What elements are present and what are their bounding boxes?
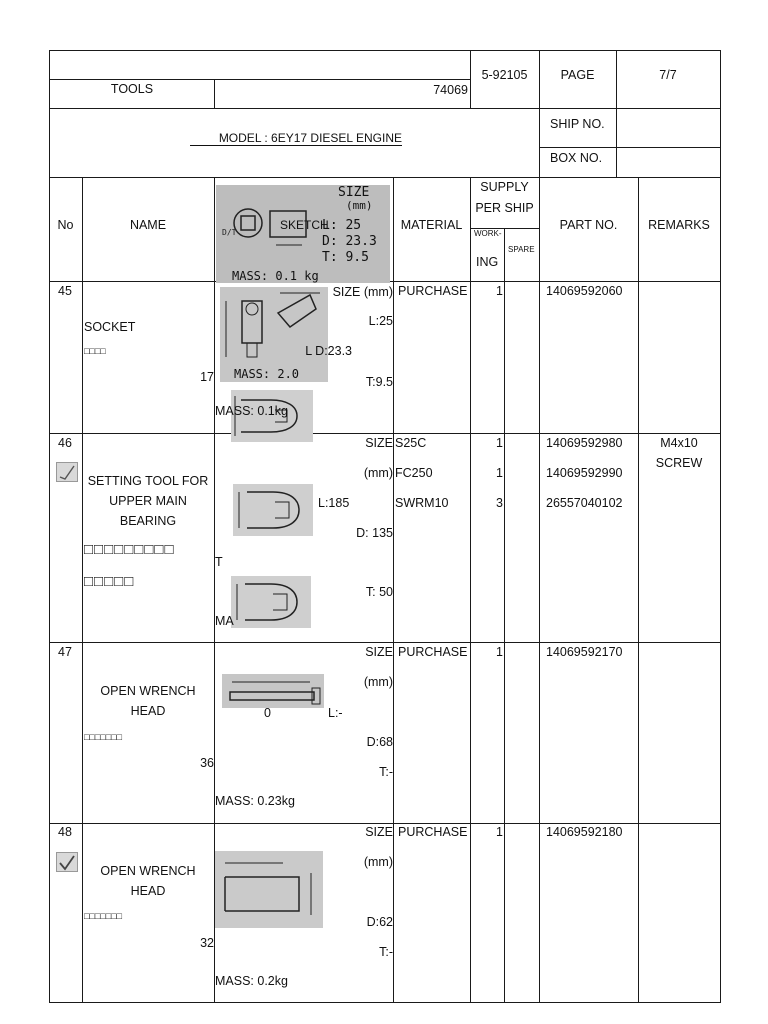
row-45-mass: MASS: 0.1kg (215, 404, 288, 418)
document-code: 5-92105 (481, 68, 528, 82)
col-remarks: REMARKS (648, 218, 710, 232)
row-45-dim-T: T:9.5 (365, 375, 393, 389)
row-45-image (220, 287, 328, 382)
rule (49, 1002, 720, 1003)
box-no-label: BOX NO. (550, 151, 603, 165)
row-46-name-jp-1: □□□□□□□□□ (84, 541, 175, 558)
row-46-image-1 (233, 484, 313, 536)
row-48-size-mm: (mm) (363, 855, 393, 869)
row-45-dim-L: L:25 (368, 314, 393, 328)
rule (49, 50, 50, 1003)
sketch-mm: (mm) (346, 199, 373, 212)
row-47-working: 1 (496, 645, 503, 659)
row-46-material-3: SWRM10 (395, 496, 449, 510)
rule (49, 642, 720, 643)
sketch-header-image (216, 185, 390, 283)
row-48-part-no: 14069592180 (546, 825, 623, 839)
row-46-dim-L: L:185 (318, 496, 350, 510)
rule (49, 108, 720, 109)
rule (539, 147, 720, 148)
row-47-name-jp: □□□□□□□ (84, 732, 123, 742)
row-47-part-no: 14069592170 (546, 645, 623, 659)
row-46-mass: MA (215, 614, 234, 628)
row-45-part-no: 14069592060 (546, 284, 623, 298)
rule (49, 50, 720, 51)
row-46-name-1: SETTING TOOL FOR (87, 474, 209, 488)
rule (82, 177, 83, 1003)
row-46-material-1: S25C (395, 436, 427, 450)
col-working-1: WORK- (474, 229, 502, 238)
sketch-label: SKETCH (280, 218, 329, 232)
bearing-tool-drawing-icon (233, 484, 313, 536)
row-46-name-3: BEARING (119, 514, 177, 528)
page-label: PAGE (560, 68, 595, 82)
row-47-image (222, 674, 324, 708)
row-47-dim-T: T:- (379, 765, 393, 779)
row-48-name-1: OPEN WRENCH (100, 864, 196, 878)
col-part-no: PART NO. (559, 218, 618, 232)
tools-code: 74069 (433, 83, 468, 97)
row-48-check-icon (56, 852, 78, 872)
row-45-material: PURCHASE (398, 284, 468, 298)
rule (49, 433, 720, 434)
sketch-size: SIZE (338, 185, 370, 200)
bearing-tool-drawing-icon (231, 576, 311, 628)
row-45-name: SOCKET (84, 320, 136, 334)
row-45-no: 45 (58, 284, 72, 298)
row-46-material-2: FC250 (395, 466, 433, 480)
col-spare: SPARE (508, 245, 535, 254)
col-no: No (57, 218, 74, 232)
row-48-mass: MASS: 0.2kg (215, 974, 288, 988)
row-46-part-no-3: 26557040102 (546, 496, 623, 510)
row-46-remarks-1: M4x10 (660, 436, 698, 450)
row-48-name-jp: □□□□□□□ (84, 911, 123, 921)
rule (539, 177, 540, 1003)
row-47-material: PURCHASE (398, 645, 468, 659)
col-name: NAME (129, 218, 167, 232)
row-45-name-num: 17 (200, 370, 214, 384)
row-46-part-no-1: 14069592980 (546, 436, 623, 450)
row-46-remarks-2: SCREW (655, 456, 703, 470)
row-46-working-3: 3 (496, 496, 503, 510)
rule (49, 177, 720, 178)
sketch-D: D: 23.3 (322, 234, 377, 249)
row-46-name-2: UPPER MAIN (109, 494, 187, 508)
svg-text:D/T: D/T (222, 228, 237, 237)
row-45-dim-D: L D:23.3 (305, 344, 352, 358)
row-48-dim-T: T:- (379, 945, 393, 959)
page-number: 7/7 (659, 68, 677, 82)
rule (214, 79, 215, 108)
row-48-dim-D: D:62 (366, 915, 393, 929)
col-supply-2: PER SHIP (475, 201, 534, 215)
row-47-mass: MASS: 0.23kg (215, 794, 295, 808)
col-material: MATERIAL (400, 218, 463, 232)
row-48-working: 1 (496, 825, 503, 839)
row-45-size: SIZE (mm) (332, 285, 393, 299)
row-48-material: PURCHASE (398, 825, 468, 839)
row-46-working-1: 1 (496, 436, 503, 450)
rule (49, 79, 470, 80)
col-working-2: ING (476, 255, 499, 269)
open-wrench-drawing-icon (222, 674, 324, 708)
sketch-T: T: 9.5 (322, 250, 369, 265)
row-48-name-2: HEAD (130, 884, 166, 898)
rule (470, 177, 471, 1003)
row-47-size: SIZE (365, 645, 393, 659)
rule (393, 177, 394, 1003)
row-46-working-2: 1 (496, 466, 503, 480)
row-46-no: 46 (58, 436, 72, 450)
row-48-image (215, 851, 323, 928)
row-47-name-1: OPEN WRENCH (100, 684, 196, 698)
row-48-size: SIZE (365, 825, 393, 839)
row-46-size: SIZE (365, 436, 393, 450)
open-wrench-drawing-icon (215, 851, 323, 928)
row-47-name-num: 36 (200, 756, 214, 770)
row-45-img-mass: MASS: 2.0 (234, 367, 300, 381)
row-46-stray-T: T (215, 555, 223, 569)
rule (504, 228, 505, 1003)
row-48-no: 48 (58, 825, 72, 839)
model-title: MODEL : 6EY17 DIESEL ENGINE (190, 131, 402, 146)
rule (720, 50, 721, 1003)
row-46-size-mm: (mm) (363, 466, 393, 480)
sketch-L: L: 25 (322, 218, 362, 233)
rule (616, 108, 617, 177)
row-46-name-jp-2: □□□□□ (84, 573, 135, 590)
row-47-name-2: HEAD (130, 704, 166, 718)
sketch-mass: MASS: 0.1 kg (232, 269, 319, 283)
row-47-size-mm: (mm) (363, 675, 393, 689)
row-46-dim-D: D: 135 (356, 526, 393, 540)
row-47-img-zero: 0 (264, 706, 271, 720)
tools-label: TOOLS (110, 82, 154, 96)
row-45-working: 1 (496, 284, 503, 298)
row-46-part-no-2: 14069592990 (546, 466, 623, 480)
row-47-no: 47 (58, 645, 72, 659)
row-48-name-num: 32 (200, 936, 214, 950)
ship-no-label: SHIP NO. (550, 117, 605, 131)
row-46-check-icon (56, 462, 78, 482)
row-46-dim-T: T: 50 (365, 585, 393, 599)
row-47-dim-L: L:- (328, 706, 343, 720)
row-45-name-jp: □□□□ (84, 346, 106, 356)
rule (638, 177, 639, 1003)
row-46-image-2 (231, 576, 311, 628)
col-supply-1: SUPPLY (480, 180, 529, 194)
row-47-dim-D: D:68 (366, 735, 393, 749)
